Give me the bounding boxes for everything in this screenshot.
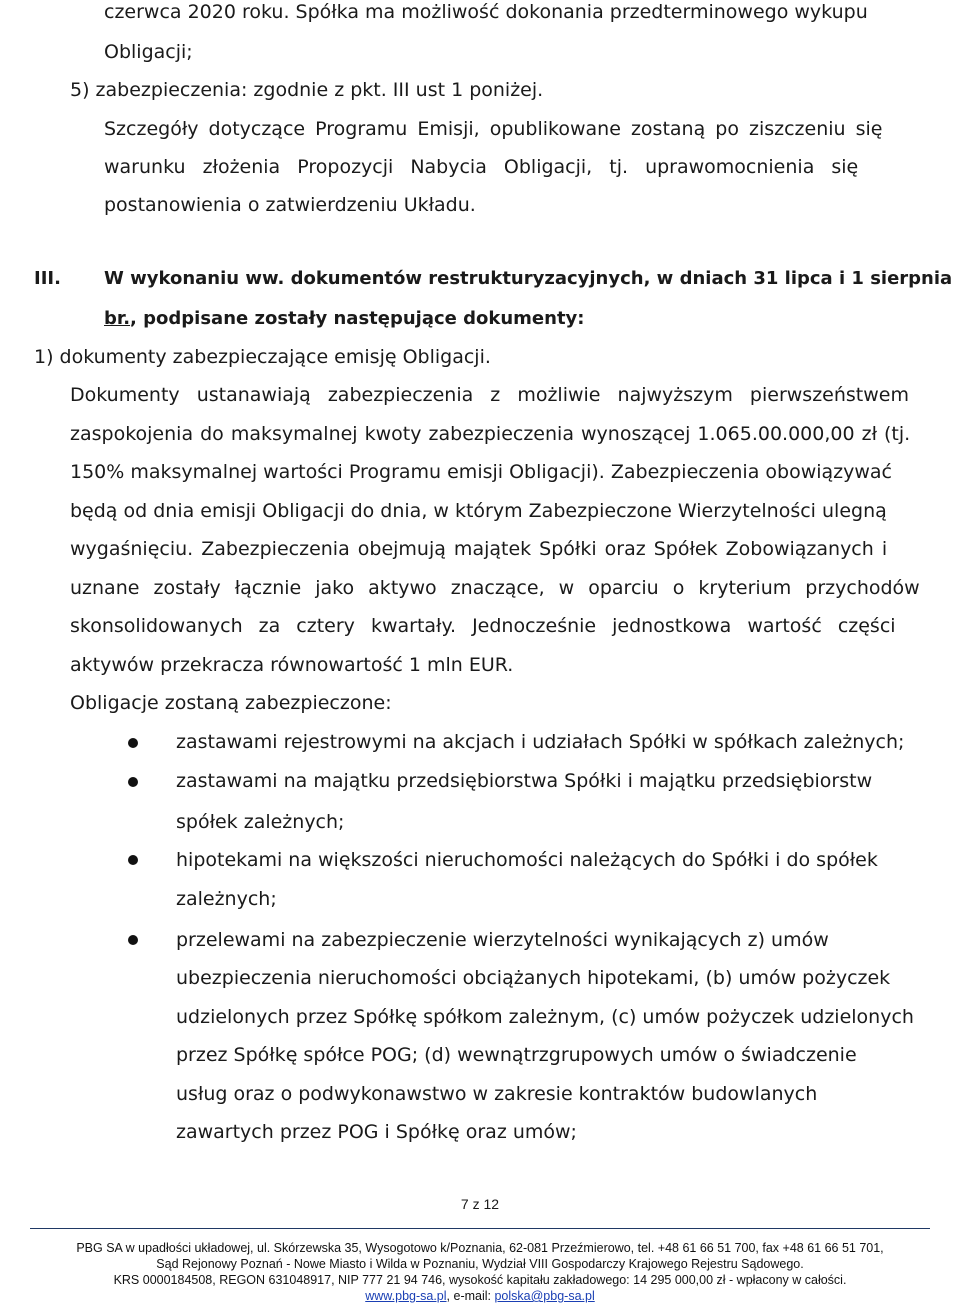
text-line: warunku złożenia Propozycji Nabycia Obligacji, tj. uprawomocnienia się bbox=[104, 156, 859, 178]
page-number: 7 z 12 bbox=[460, 1196, 500, 1212]
list-item-5: 5) zabezpieczenia: zgodnie z pkt. III ust 1 poniżej. bbox=[70, 79, 544, 101]
paragraph-line: Obligacje zostaną zabezpieczone: bbox=[70, 692, 392, 714]
section-number: III. bbox=[34, 268, 61, 289]
bullet-item-text: zawartych przez POG i Spółkę oraz umów; bbox=[176, 1121, 577, 1143]
bullet-item-text: hipotekami na większości nieruchomości należących do Spółki i do spółek bbox=[176, 849, 878, 871]
bullet-dot bbox=[128, 855, 138, 865]
text-line bbox=[104, 0, 959, 24]
text-span: czerwca 2020 roku. Spółka ma możliwość dokonania przedterminowego wykupu bbox=[104, 1, 868, 23]
bullet-item-text: zastawami rejestrowymi na akcjach i udziałach Spółki w spółkach zależnych; bbox=[176, 731, 905, 753]
section-heading: W wykonaniu ww. dokumentów restrukturyzacyjnych, w dniach 31 lipca i 1 sierpnia bbox=[104, 268, 953, 289]
paragraph-line: 150% maksymalnej wartości Programu emisji Obligacji). Zabezpieczenia obowiązywać bbox=[70, 461, 893, 483]
section-heading-cont bbox=[104, 307, 584, 331]
bullet-dot bbox=[128, 738, 138, 748]
paragraph-line: Dokumenty ustanawiają zabezpieczenia z możliwie najwyższym pierwszeństwem bbox=[70, 384, 909, 406]
bullet-item-text: udzielonych przez Spółkę spółkom zależnym, (c) umów pożyczek udzielonych bbox=[176, 1006, 914, 1028]
text-line: Obligacji; bbox=[104, 41, 193, 63]
heading-rest: , podpisane zostały następujące dokumenty: bbox=[130, 308, 585, 329]
bullet-item-text: spółek zależnych; bbox=[176, 811, 345, 833]
bullet-item-text: zastawami na majątku przedsiębiorstwa Spółki i majątku przedsiębiorstw bbox=[176, 770, 873, 792]
paragraph-line: zaspokojenia do maksymalnej kwoty zabezpieczenia wynoszącej 1.065.00.000,00 zł (tj. bbox=[70, 423, 911, 445]
paragraph-line: uznane zostały łącznie jako aktywo znaczące, w oparciu o kryterium przychodów bbox=[70, 577, 920, 599]
text-line: Szczegóły dotyczące Programu Emisji, opublikowane zostaną po ziszczeniu się bbox=[104, 118, 883, 140]
bullet-item-text: przez Spółkę spółce POG; (d) wewnątrzgrupowych umów o świadczenie bbox=[176, 1044, 857, 1066]
footer-line: KRS 0000184508, REGON 631048917, NIP 777 21 94 746, wysokość kapitału zakładowego: 14 295 000,00 zł - wpłacony w całości. bbox=[113, 1273, 847, 1287]
email-link[interactable]: polska@pbg-sa.pl bbox=[494, 1289, 595, 1303]
heading-br: br. bbox=[104, 308, 131, 329]
paragraph-line: skonsolidowanych za cztery kwartały. Jednocześnie jednostkowa wartość części bbox=[70, 615, 896, 637]
paragraph-line: wygaśnięciu. Zabezpieczenia obejmują majątek Spółki oraz Spółek Zobowiązanych i bbox=[70, 538, 888, 560]
bullet-item-text: zależnych; bbox=[176, 888, 277, 910]
bullet-item-text: ubezpieczenia nieruchomości obciążanych hipotekami, (b) umów pożyczek bbox=[176, 967, 891, 989]
bullet-dot bbox=[128, 777, 138, 787]
footer-divider bbox=[30, 1228, 930, 1229]
item-1-title: 1) dokumenty zabezpieczające emisję Obligacji. bbox=[34, 346, 491, 368]
website-link[interactable]: www.pbg-sa.pl bbox=[365, 1289, 447, 1303]
bullet-dot bbox=[128, 935, 138, 945]
bullet-item-text: przelewami na zabezpieczenie wierzytelności wynikających z) umów bbox=[176, 929, 829, 951]
paragraph-line: będą od dnia emisji Obligacji do dnia, w którym Zabezpieczone Wierzytelności ulegną bbox=[70, 500, 887, 522]
bullet-item-text: usług oraz o podwykonawstwo w zakresie kontraktów budowlanych bbox=[176, 1083, 818, 1105]
footer-line: Sąd Rejonowy Poznań - Nowe Miasto i Wilda w Poznaniu, Wydział VIII Gospodarczy Krajowego Rejestru Sądowego. bbox=[156, 1257, 804, 1271]
text-line: postanowienia o zatwierdzeniu Układu. bbox=[104, 194, 476, 216]
footer-contact bbox=[30, 1288, 930, 1304]
paragraph-line: aktywów przekracza równowartość 1 mln EUR. bbox=[70, 654, 514, 676]
email-label: , e-mail: bbox=[446, 1289, 495, 1303]
footer-line: PBG SA w upadłości układowej, ul. Skórzewska 35, Wysogotowo k/Poznania, 62-081 Przeźmierowo, tel. +48 61 66 51 700, fax +48 61 66 51 701, bbox=[76, 1241, 884, 1255]
